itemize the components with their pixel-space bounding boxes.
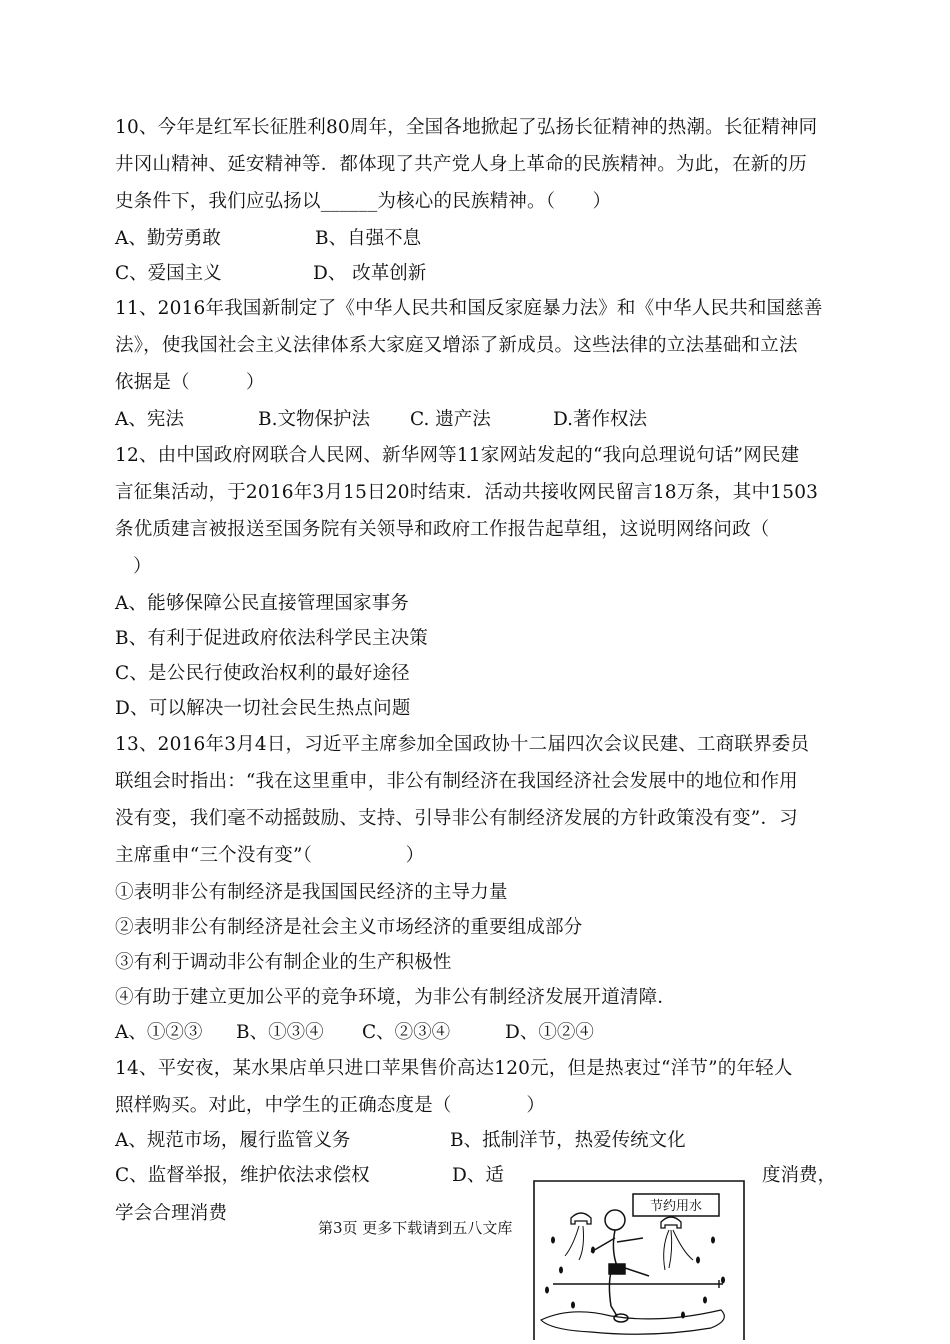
q10-line-1: 10、今年是红军长征胜利80周年，全国各地掀起了弘扬长征精神的热潮。长征精神同 — [115, 117, 818, 138]
q13-line-1: 13、2016年3月4日，习近平主席参加全国政协十二届四次会议民建、工商联界委员 — [115, 734, 810, 755]
q13-option-d: D、①②④ — [505, 1022, 594, 1043]
q10-line-3: 史条件下，我们应弘扬以______为核心的民族精神。（ ） — [115, 191, 612, 212]
q10-option-a: A、勤劳勇敢 — [115, 228, 221, 249]
right-faucet-icon — [661, 1217, 681, 1228]
water-saving-cartoon — [533, 1180, 746, 1340]
q13-option-a: A、①②③ — [115, 1022, 203, 1043]
q14-line-1: 14、平安夜，某水果店单只进口苹果售价高达120元，但是热衷过“洋节”的年轻人 — [115, 1058, 793, 1079]
q13-line-4: 主席重申“三个没有变”（ ） — [115, 845, 425, 866]
q13-statement-2: ②表明非公有制经济是社会主义市场经济的重要组成部分 — [115, 917, 583, 938]
q11-line-3: 依据是（ ） — [115, 372, 265, 393]
q11-line-1: 11、2016年我国新制定了《中华人民共和国反家庭暴力法》和《中华人民共和国慈善 — [115, 298, 823, 319]
q12-line-1: 12、由中国政府网联合人民网、新华网等11家网站发起的“我向总理说句话”网民建 — [115, 445, 800, 466]
q13-statement-4: ④有助于建立更加公平的竞争环境，为非公有制经济发展开道清障． — [115, 987, 677, 1008]
q14-line-2: 照样购买。对此，中学生的正确态度是（ ） — [115, 1095, 546, 1116]
q12-line-4: ） — [133, 556, 152, 577]
q10-option-d: D、 改革创新 — [313, 263, 427, 284]
water-stream-left — [565, 1226, 584, 1260]
q11-option-b: B.文物保护法 — [258, 409, 370, 430]
q13-option-b: B、①③④ — [236, 1022, 324, 1043]
q11-option-c: C. 遗产法 — [410, 409, 491, 430]
q14-option-d-end: 度消费， — [762, 1165, 837, 1186]
water-puddle — [541, 1310, 724, 1334]
left-faucet-icon — [571, 1213, 591, 1224]
q14-option-c: C、监督举报，维护依法求偿权 — [115, 1165, 370, 1186]
water-stream-right — [664, 1230, 693, 1270]
q13-line-2: 联组会时指出：“我在这里重申，非公有制经济在我国经济社会发展中的地位和作用 — [115, 771, 798, 792]
q12-option-c: C、是公民行使政治权利的最好途径 — [115, 663, 410, 684]
q14-option-a: A、规范市场，履行监管义务 — [115, 1130, 351, 1151]
q13-statement-3: ③有利于调动非公有制企业的生产积极性 — [115, 952, 452, 973]
q12-option-b: B、有利于促进政府依法科学民主决策 — [115, 628, 428, 649]
q14-option-d-start: D、适 — [452, 1165, 504, 1186]
q12-option-d: D、可以解决一切社会民生热点问题 — [115, 698, 411, 719]
sign-text: 节约用水 — [649, 1199, 703, 1214]
q12-line-3: 条优质建言被报送至国务院有关领导和政府工作报告起草组，这说明网络问政（ — [115, 519, 770, 540]
q10-option-c: C、爱国主义 — [115, 263, 222, 284]
q12-option-a: A、能够保障公民直接管理国家事务 — [115, 593, 410, 614]
q12-line-2: 言征集活动，于2016年3月15日20时结束．活动共接收网民留言18万条，其中1503 — [115, 482, 819, 503]
q11-line-2: 法》，使我国社会主义法律体系大家庭又增添了新成员。这些法律的立法基础和立法 — [115, 335, 798, 356]
q13-option-c: C、②③④ — [362, 1022, 451, 1043]
page-footer: 第3页 更多下载请到五八文库 — [318, 1219, 513, 1237]
q10-option-b: B、自强不息 — [315, 228, 422, 249]
q14-option-b: B、抵制洋节，热爱传统文化 — [450, 1130, 686, 1151]
q11-option-a: A、宪法 — [115, 409, 184, 430]
q13-statement-1: ①表明非公有制经济是我国国民经济的主导力量 — [115, 882, 508, 903]
water-drops — [545, 1237, 725, 1319]
q11-option-d: D.著作权法 — [553, 409, 648, 430]
q13-line-3: 没有变，我们毫不动摇鼓励、支持、引导非公有制经济发展的方针政策没有变”．习 — [115, 808, 798, 829]
q14-option-d-continuation: 学会合理消费 — [115, 1203, 228, 1224]
running-person-icon — [591, 1210, 649, 1322]
q10-line-2: 井冈山精神、延安精神等．都体现了共产党人身上革命的民族精神。为此，在新的历 — [115, 154, 807, 175]
